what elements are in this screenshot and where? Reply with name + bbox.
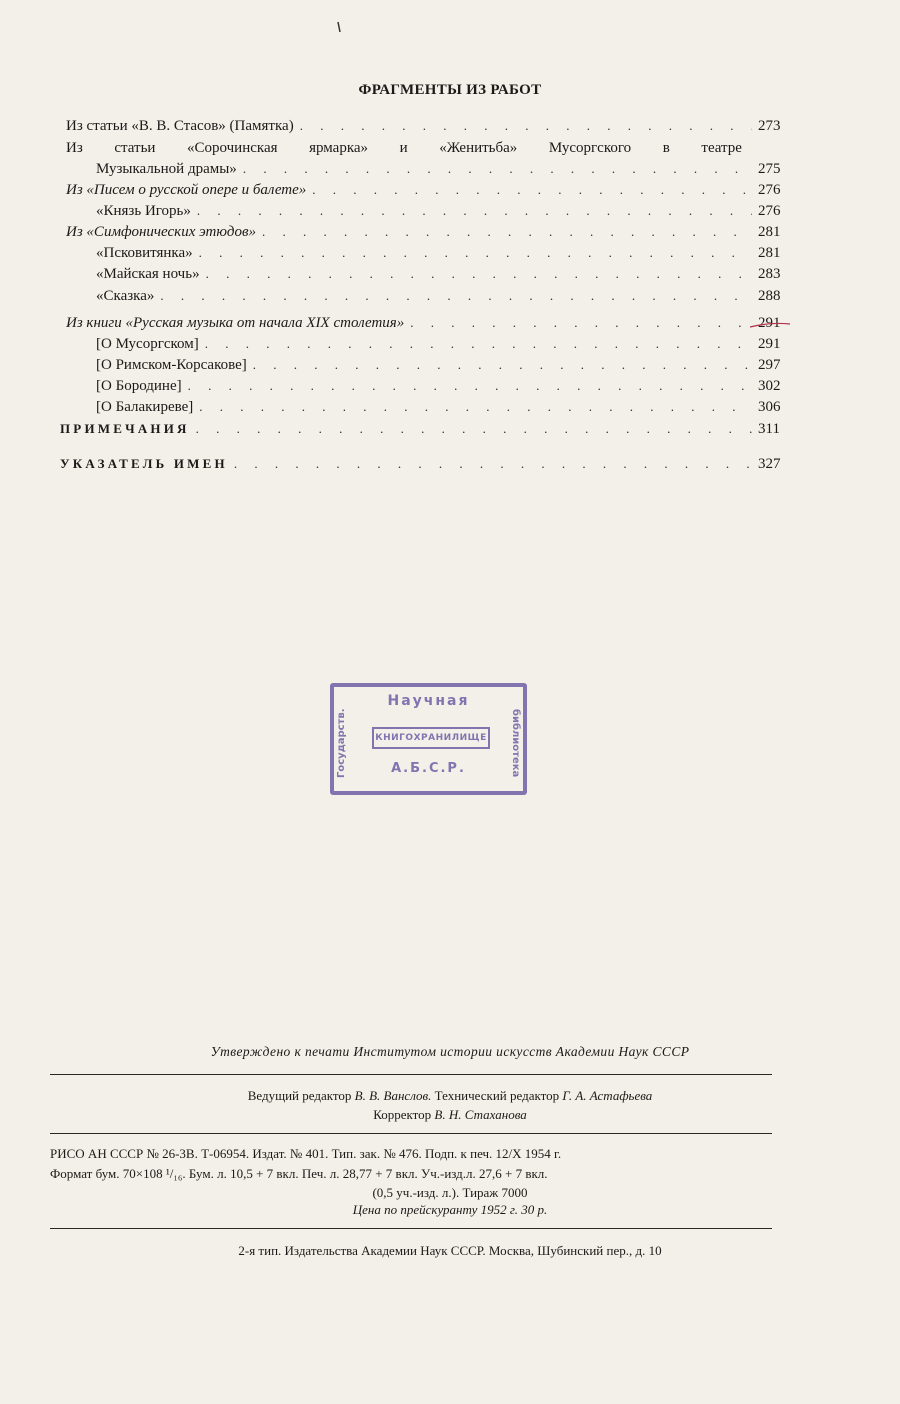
toc-page-number: 275 [758,161,781,177]
toc-page-number: 327 [758,456,781,472]
toc-entry-title: [О Бородине] [96,378,182,394]
toc-leader-dots [206,264,752,284]
toc-entry-title: Музыкальной драмы» [96,161,237,177]
toc-page-number: 306 [758,399,781,415]
toc-word: статьи [114,140,156,156]
toc-word: театре [701,140,742,156]
stamp-bottom-text: А.Б.С.Р. [391,761,466,776]
toc-entry-igor [96,201,788,221]
toc-entry-skazka [96,286,788,306]
tech-editor-name: Г. А. Астафьева [562,1088,653,1103]
toc-word: «Сорочинская [187,140,278,156]
toc-word: Из [66,140,83,156]
toc-entry-pskov [96,243,788,263]
table-of-contents [0,0,900,480]
toc-entry-stasov [66,116,788,136]
divider-rule [50,1133,772,1134]
toc-entry-title: [О Мусоргском] [96,336,199,352]
toc-leader-dots [262,222,752,242]
editor-name: В. В. Ванслов. [354,1088,432,1103]
toc-leader-dots [199,397,752,417]
toc-entry-pisma [66,180,788,200]
toc-page-number: 291 [758,315,781,331]
toc-page-number: 288 [758,288,781,304]
corrector-label: Корректор [373,1107,432,1122]
toc-leader-dots [234,454,752,474]
toc-page-number: 302 [758,378,781,394]
toc-entry-borodin [96,376,788,396]
toc-leader-dots [199,243,752,263]
toc-page-number: 276 [758,203,781,219]
toc-entry-title: «Майская ночь» [96,266,200,282]
toc-entry-title: Из статьи «В. В. Стасов» (Памятка) [66,118,294,134]
library-stamp [330,683,527,795]
editor-label: Ведущий редактор [247,1088,352,1103]
corrector-line [0,1105,900,1124]
stamp-right-text: библиотека [510,708,521,778]
toc-entry-rimsky [96,355,788,375]
toc-leader-dots [410,313,752,333]
toc-entry-sorochinskaya-line1 [66,138,742,158]
toc-entry-title: «Псковитянка» [96,245,193,261]
toc-entry-etudes [66,222,788,242]
corrector-name: В. Н. Стаханова [434,1107,527,1122]
toc-entry-title: ПРИМЕЧАНИЯ [60,421,190,436]
toc-entry-notes [60,419,788,439]
stamp-top-text: Научная [387,693,470,709]
toc-entry-index [60,454,788,474]
format-line: Формат бум. 70×108 ¹/₁₆. Бум. л. 10,5 + 7 вкл. Печ. л. 28,77 + 7 вкл. Уч.-изд.л. 27,6 + 7 вкл. [50,1166,548,1181]
divider-rule [50,1074,772,1075]
toc-entry-title: УКАЗАТЕЛЬ ИМЕН [60,456,228,471]
toc-page-number: 273 [758,118,781,134]
toc-leader-dots [196,419,752,439]
tech-editor-label: Технический редактор [434,1088,560,1103]
toc-entry-title: Из «Писем о русской опере и балете» [66,182,307,198]
toc-entry-kniga [66,313,788,333]
toc-leader-dots [243,159,752,179]
toc-word: и [399,140,408,156]
editors-line [0,1086,900,1105]
toc-leader-dots [160,286,752,306]
toc-word: «Женитьба» [439,140,518,156]
section-title: ФРАГМЕНТЫ ИЗ РАБОТ [358,82,542,98]
toc-leader-dots [188,376,752,396]
toc-page-number: 283 [758,266,781,282]
toc-entry-title: [О Римском-Корсакове] [96,357,247,373]
toc-word: Мусоргского [548,140,632,156]
toc-leader-dots [300,116,752,136]
toc-leader-dots [197,201,752,221]
divider-rule [50,1228,772,1229]
toc-entry-title: «Князь Игорь» [96,203,191,219]
stamp-middle-text: КНИГОХРАНИЛИЩЕ [372,727,490,749]
stamp-left-text: Государств. [336,708,347,778]
approval-note: Утверждено к печати Институтом истории искусств Академии Наук СССР [210,1044,690,1059]
toc-entry-sorochinskaya-line2 [96,159,788,179]
toc-page-number: 291 [758,336,781,352]
toc-word: ярмарка» [309,140,369,156]
toc-page-number: 297 [758,357,781,373]
price-line: Цена по прейскуранту 1952 г. 30 р. [352,1202,548,1217]
toc-entry-title: «Сказка» [96,288,155,304]
toc-page-number: 311 [758,421,780,437]
toc-entry-title: Из книги «Русская музыка от начала XIX столетия» [66,315,405,331]
toc-leader-dots [312,180,752,200]
toc-entry-title: Из «Симфонических этюдов» [66,224,257,240]
toc-entry-balakirev [96,397,788,417]
toc-entry-title: [О Балакиреве] [96,399,194,415]
printer-line: 2-я тип. Издательства Академии Наук СССР. Москва, Шубинский пер., д. 10 [238,1243,662,1258]
toc-entry-mussorgsky [96,334,788,354]
toc-entry-may-night [96,264,788,284]
toc-page-number: 281 [758,224,781,240]
toc-page-number: 281 [758,245,781,261]
toc-leader-dots [253,355,752,375]
toc-word: в [662,140,670,156]
tirage-line: (0,5 уч.-изд. л.). Тираж 7000 [372,1185,528,1200]
riso-line: РИСО АН СССР № 26-3В. Т-06954. Издат. № 401. Тип. зак. № 476. Подп. к печ. 12/X 1954 г. [50,1146,562,1161]
toc-page-number: 276 [758,182,781,198]
toc-leader-dots [205,334,752,354]
